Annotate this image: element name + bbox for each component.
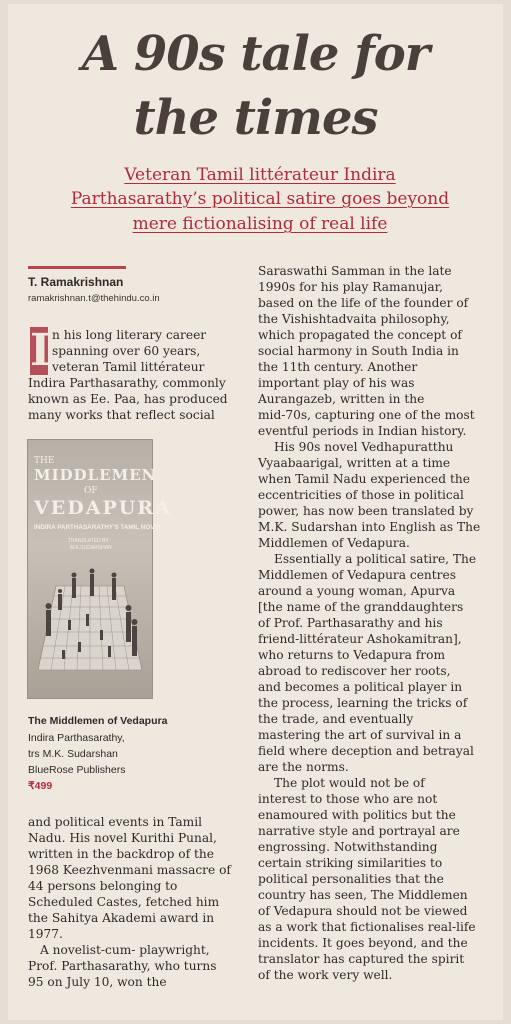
text-line: A novelist-cum- playwright, [40, 943, 210, 957]
text-line: His 90s novel Vedhapuratthu [274, 440, 454, 454]
text-line: abroad to rediscover her roots, [258, 664, 451, 678]
drop-cap: I [30, 325, 51, 376]
book-publisher-caption: BlueRose Publishers [28, 764, 126, 776]
byline-rule [28, 266, 126, 269]
text-line: around a young woman, Apurva [258, 584, 456, 598]
cover-text: THE [34, 456, 55, 466]
text-line: Middlemen of Vedapura centres [258, 568, 456, 582]
text-line: Indira Parthasarathy, commonly [28, 376, 226, 390]
text-line: the process, learning the tricks of [258, 696, 468, 710]
text-line: n his long literary career [52, 328, 207, 342]
text-line: of Vedapura should not be viewed [258, 904, 468, 918]
cover-text: M.K.SUDARSHAN [70, 545, 112, 551]
text-line: Scheduled Castes, fetched him [28, 895, 220, 909]
text-line: the Sahitya Akademi award in [28, 911, 215, 925]
text-line: M.K. Sudarshan into English as The [258, 520, 481, 534]
text-line: veteran Tamil littérateur [52, 360, 205, 374]
text-line: mastering the art of survival in a [258, 728, 462, 742]
text-line: many works that reflect social [28, 408, 215, 422]
text-line: country has seen, The Middlemen [258, 888, 468, 902]
text-line: incidents. It goes beyond, and the [258, 936, 468, 950]
text-line: mid-70s, capturing one of the most [258, 408, 475, 422]
text-line: of the work very well. [258, 968, 393, 982]
text-line: friend-littérateur Ashokamitran], [258, 632, 462, 646]
text-line: of Prof. Parthasarathy and his [258, 616, 443, 630]
cover-text: TRANSLATED BY [68, 538, 109, 544]
text-line: interest to those who are not [258, 792, 438, 806]
book-translator-caption: trs M.K. Sudarshan [28, 748, 118, 760]
headline-line-2: the times [133, 90, 378, 146]
text-line: spanning over 60 years, [52, 344, 201, 358]
text-line: important play of his was [258, 376, 415, 390]
deck-line-3: mere fictionalising of real life [132, 214, 388, 234]
text-line: as a work that fictionalises real-life [258, 920, 476, 934]
text-line: Prof. Parthasarathy, who turns [28, 959, 217, 973]
chessboard-illustration [28, 550, 152, 698]
author-name: T. Ramakrishnan [28, 275, 124, 289]
text-line: Vyaabaarigal, written at a time [258, 456, 451, 470]
text-line: 1977. [28, 927, 63, 941]
text-line: and political events in Tamil [28, 815, 202, 829]
text-line: who returns to Vedapura from [258, 648, 446, 662]
text-line: The plot would not be of [274, 776, 425, 790]
text-line: known as Ee. Paa, has produced [28, 392, 228, 406]
text-line: Essentially a political satire, The [274, 552, 477, 566]
book-author-caption: Indira Parthasarathy, [28, 732, 125, 744]
text-line: Aurangazeb, written in the [258, 392, 425, 406]
book-cover-image [28, 440, 172, 698]
author-email: ramakrishnan.t@thehindu.co.in [28, 293, 160, 304]
text-line: translator has captured the spirit [258, 952, 465, 966]
text-line: 95 on July 10, won the [28, 975, 167, 989]
cover-title: MIDDLEMEN [34, 466, 157, 484]
text-line: power, has now been translated by [258, 504, 474, 518]
text-line: Saraswathi Samman in the late [258, 264, 452, 278]
cover-title: VEDAPURA [34, 497, 172, 519]
text-line: which propagated the concept of [258, 328, 462, 342]
text-line: are the norms. [258, 760, 349, 774]
text-line: 44 persons belonging to [28, 879, 178, 893]
text-line: 1990s for his play Ramanujar, [258, 280, 443, 294]
deck-line-2: Parthasarathy’s political satire goes beyond [70, 189, 450, 209]
text-line: based on the life of the founder of [258, 296, 469, 310]
text-line: [the name of the granddaughters [258, 600, 464, 614]
cover-text: OF [84, 486, 98, 496]
book-price: ₹499 [28, 780, 53, 792]
text-line: 1968 Keezhvenmani massacre of [28, 863, 231, 877]
text-line: the Vishishtadvaita philosophy, [258, 312, 450, 326]
headline-line-1: A 90s tale for [81, 26, 430, 82]
cover-subtitle: INDIRA PARTHASARATHY'S TAMIL NOVEL [34, 524, 163, 531]
text-line: eccentricities of those in political [258, 488, 464, 502]
text-line: the 11th century. Another [258, 360, 418, 374]
text-line: engrossing. Notwithstanding [258, 840, 438, 854]
text-line: enamoured with politics but the [258, 808, 456, 822]
text-line: the trade, and eventually [258, 712, 414, 726]
text-line: eventful periods in Indian history. [258, 424, 467, 438]
book-title-caption: The Middlemen of Vedapura [28, 715, 168, 727]
text-line: political personalities that the [258, 872, 444, 886]
text-line: social harmony in South India in [258, 344, 459, 358]
text-line: certain striking similarities to [258, 856, 443, 870]
text-line: narrative style and portrayal are [258, 824, 460, 838]
text-line: Nadu. His novel Kurithi Punal, [28, 831, 217, 845]
deck-line-1: Veteran Tamil littérateur Indira [124, 165, 396, 185]
text-line: and becomes a political player in [258, 680, 463, 694]
text-line: field where deception and betrayal [258, 744, 474, 758]
text-line: when Tamil Nadu experienced the [258, 472, 470, 486]
text-line: Middlemen of Vedapura. [258, 536, 410, 550]
text-line: written in the backdrop of the [28, 847, 214, 861]
